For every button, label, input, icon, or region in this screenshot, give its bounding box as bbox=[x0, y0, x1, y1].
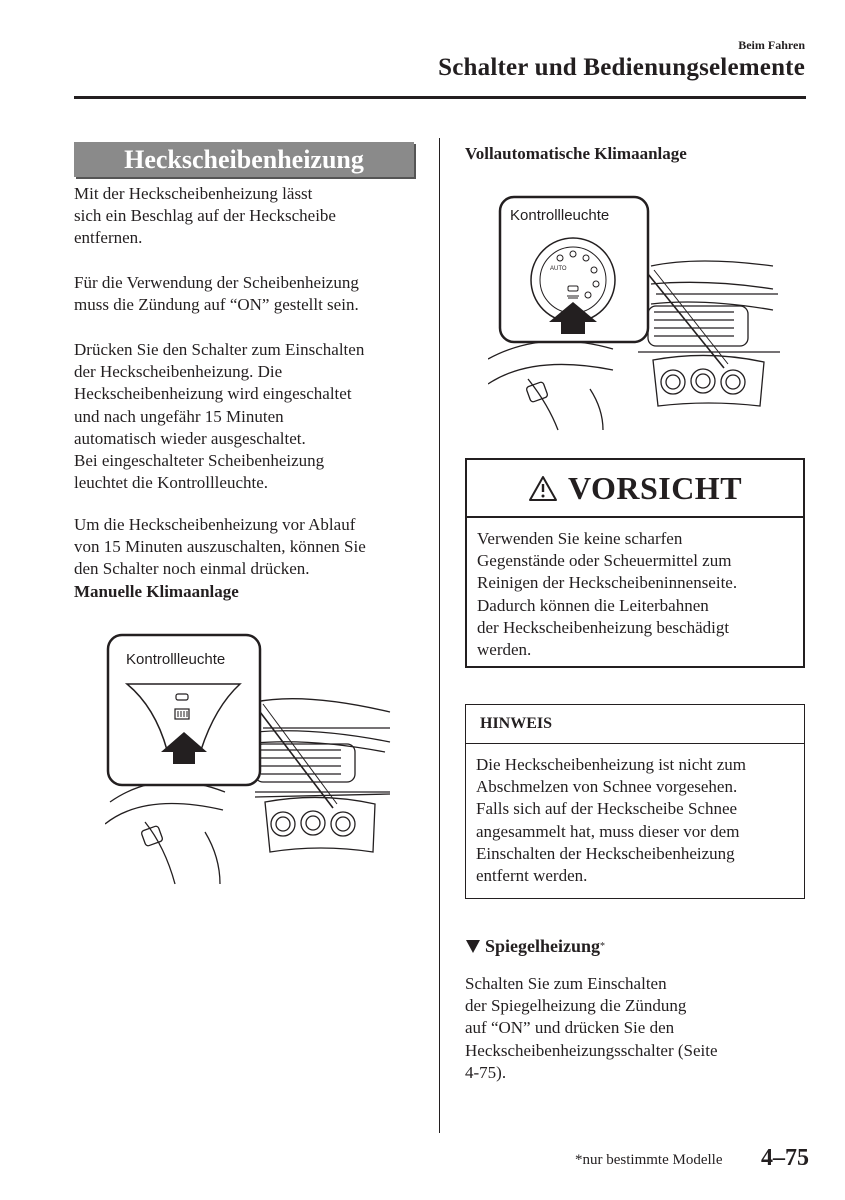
note-title: HINWEIS bbox=[466, 705, 804, 744]
warning-triangle-icon bbox=[528, 475, 558, 502]
auto-ac-illustration bbox=[488, 194, 788, 434]
indicator-callout-label: Kontrollleuchte bbox=[126, 651, 226, 668]
running-section-label: Beim Fahren bbox=[738, 38, 805, 52]
manual-ac-illustration bbox=[105, 632, 395, 887]
caution-header bbox=[467, 460, 803, 518]
mirror-heating-heading bbox=[465, 936, 605, 957]
mirror-heating-text: Schalten Sie zum Einschalten der Spiegelheizung die Zündung auf “ON” und drücken Sie den Heckscheibenheizungsschalter (Seite 4-75). bbox=[465, 974, 718, 1082]
section-banner: Heckscheibenheizung bbox=[74, 142, 414, 177]
column-divider bbox=[439, 138, 440, 1133]
triangle-down-icon bbox=[465, 939, 481, 954]
manual-ac-dashboard-drawing bbox=[105, 632, 395, 887]
switch-off-paragraph: Um die Heckscheibenheizung vor Ablauf von 15 Minuten auszuschalten, können Sie den Schalter noch einmal drücken. bbox=[74, 515, 366, 579]
caution-box bbox=[465, 458, 805, 668]
auto-ac-dashboard-drawing bbox=[488, 194, 788, 434]
auto-dial-label: AUTO bbox=[550, 266, 567, 272]
caution-title: VORSICHT bbox=[567, 469, 743, 506]
ignition-paragraph: Für die Verwendung der Scheibenheizung muss die Zündung auf “ON” gestellt sein. bbox=[74, 273, 359, 315]
auto-ac-heading: Vollautomatische Klimaanlage bbox=[465, 144, 687, 163]
switch-on-paragraph: Drücken Sie den Schalter zum Einschalten der Heckscheibenheizung. Die Heckscheibenheizung wird eingeschaltet und nach ungefähr 15 Minuten automatisch wieder ausgeschaltet. Bei eingeschalteter Scheibenheizung leuchtet die Kontrollleuchte. bbox=[74, 340, 365, 493]
page-number: 4–75 bbox=[761, 1145, 809, 1171]
chapter-title: Schalter und Bedienungselemente bbox=[438, 54, 805, 81]
caution-text: Verwenden Sie keine scharfen Gegenstände oder Scheuermittel zum Reinigen der Heckscheibeninnenseite. Dadurch können die Leiterbahnen der Heckscheibenheizung beschädigt werden. bbox=[477, 529, 738, 660]
footer-note: *nur bestimmte Modelle bbox=[575, 1152, 723, 1168]
note-box bbox=[465, 704, 805, 899]
intro-paragraph: Mit der Heckscheibenheizung lässt sich ein Beschlag auf der Heckscheibe entfernen. bbox=[74, 184, 336, 248]
header-rule bbox=[74, 96, 806, 99]
note-text: Die Heckscheibenheizung ist nicht zum Abschmelzen von Schnee vorgesehen. Falls sich auf der Heckscheibe Schnee angesammelt hat, muss dieser vor dem Einschalten der Heckscheibenheizung entfernt werden. bbox=[476, 755, 747, 886]
manual-ac-heading: Manuelle Klimaanlage bbox=[74, 582, 239, 601]
indicator-callout-label: Kontrollleuchte bbox=[510, 207, 610, 224]
mirror-heating-title: Spiegelheizung bbox=[485, 936, 601, 956]
model-asterisk: * bbox=[600, 941, 606, 952]
